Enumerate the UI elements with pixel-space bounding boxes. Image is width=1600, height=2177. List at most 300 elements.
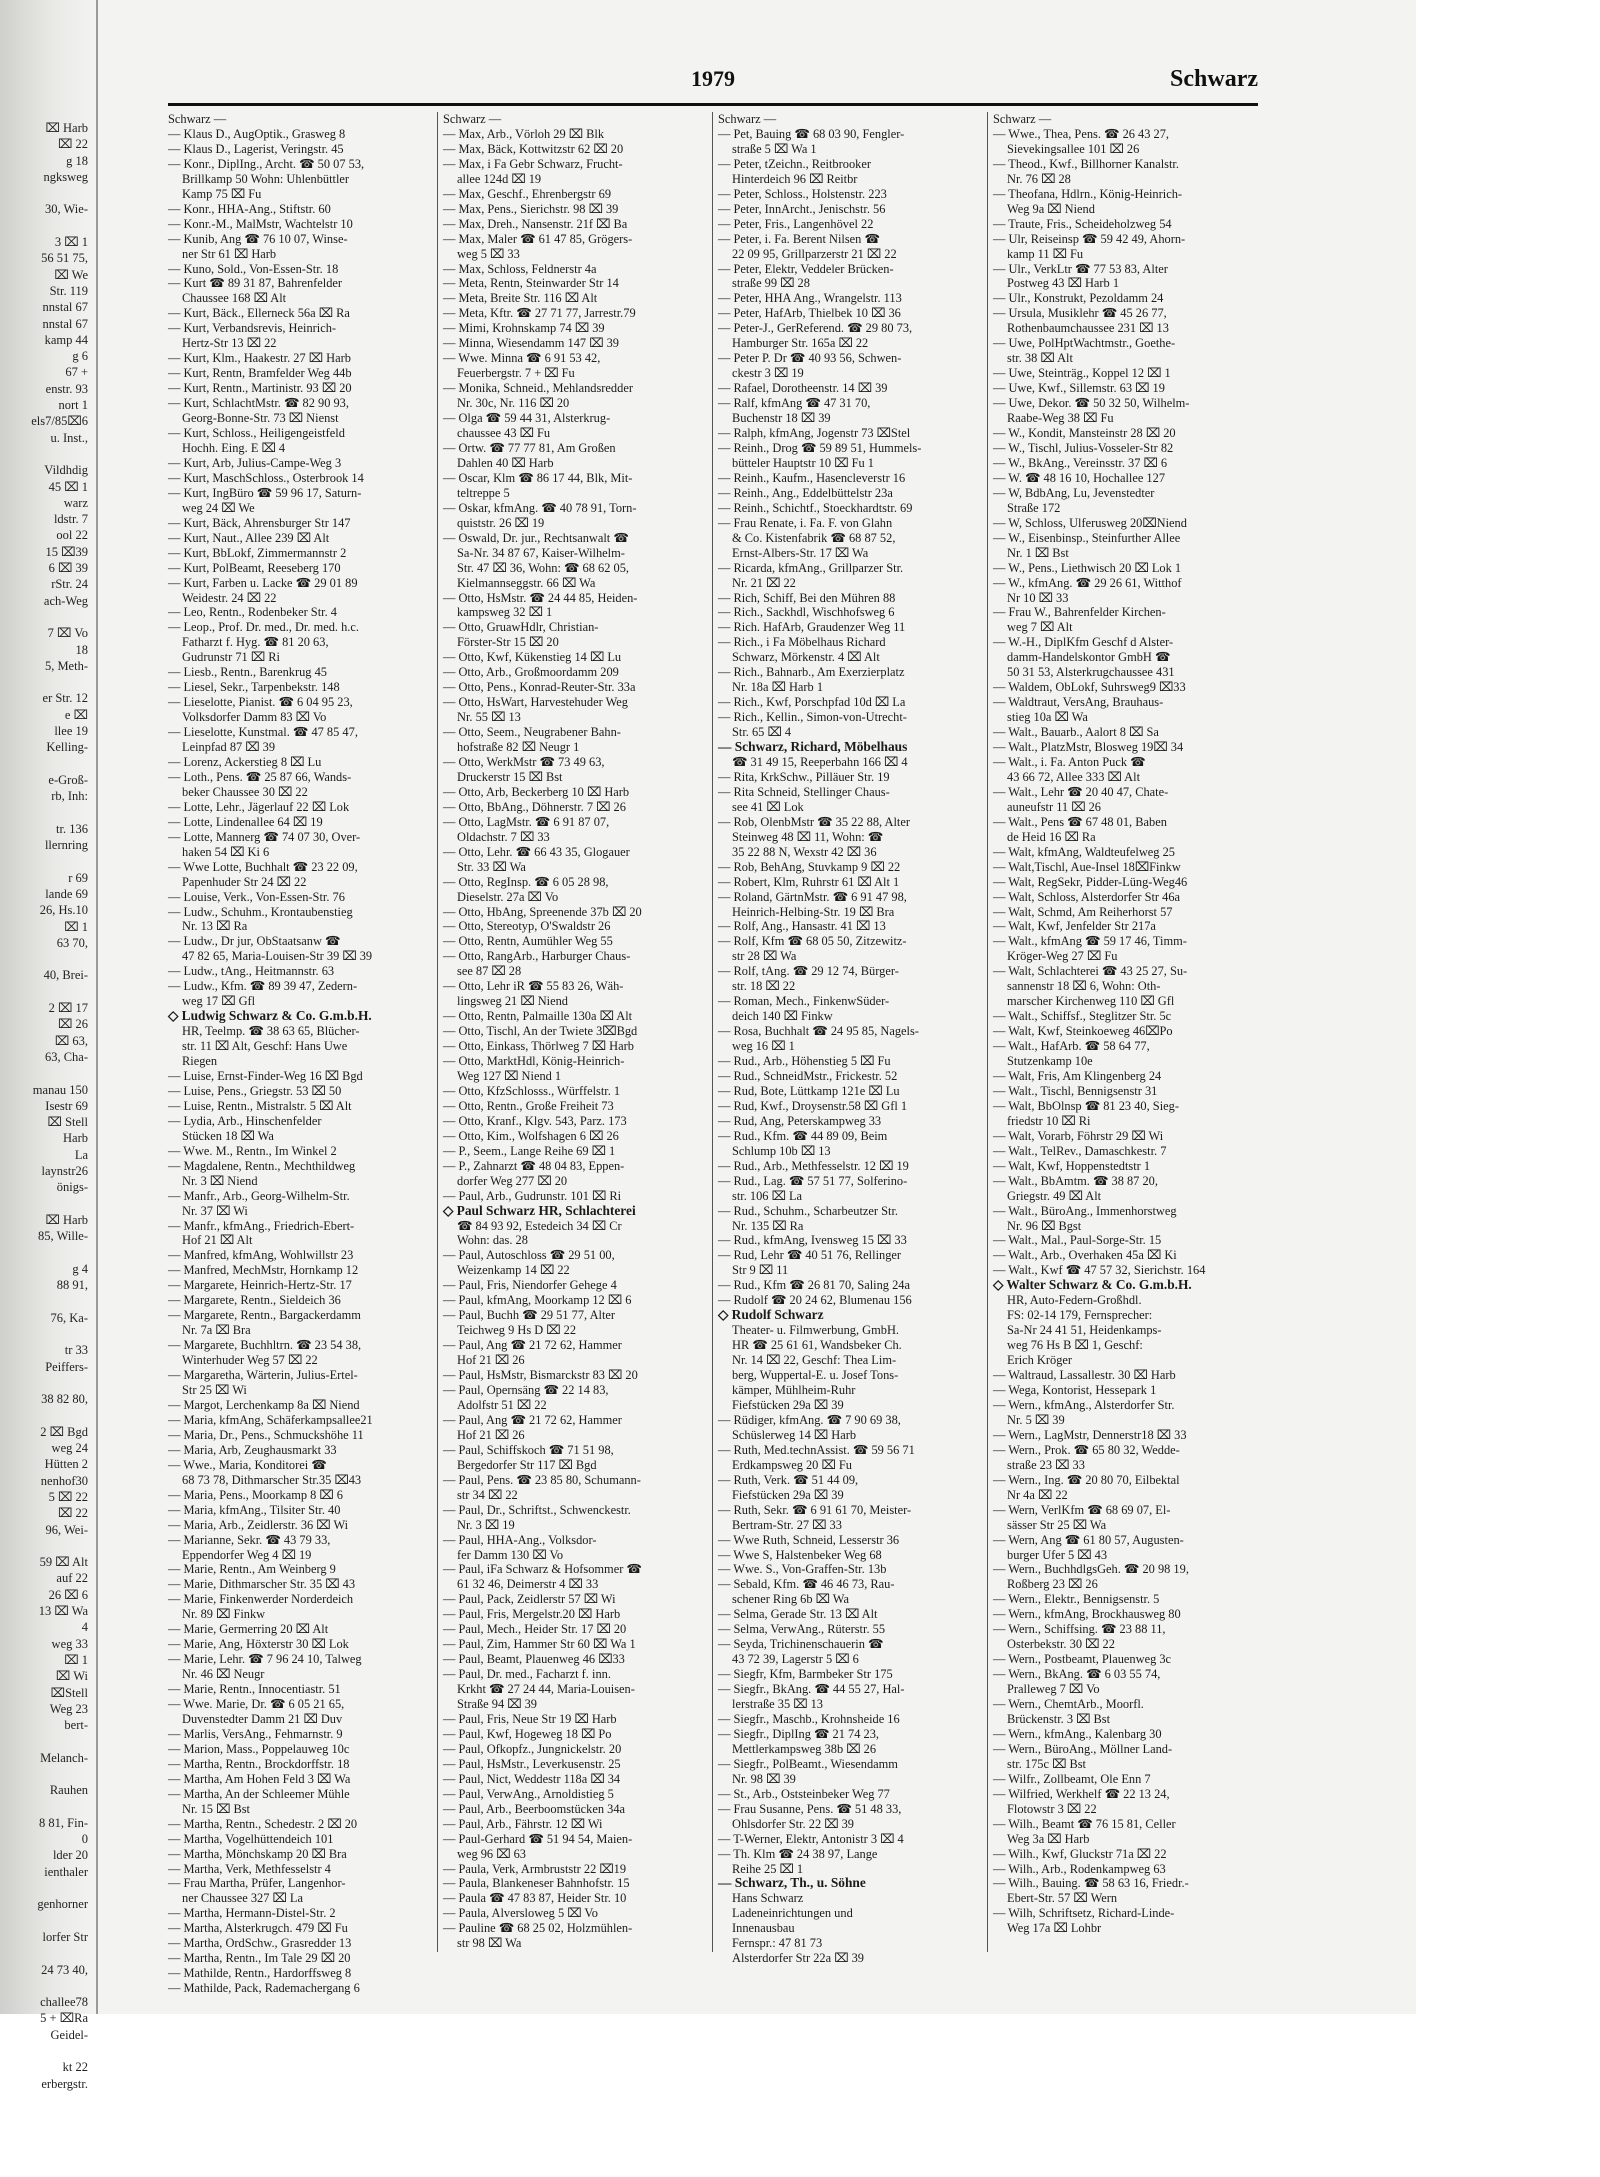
directory-entry-line: — Maria, kfmAng, Schäferkampsallee21 xyxy=(168,1412,373,1427)
directory-entry-line: — Margaretha, Wärterin, Julius-Ertel- xyxy=(168,1368,358,1383)
directory-entry-line: — Rafael, Dorotheenstr. 14 ⌧ 39 xyxy=(718,381,888,396)
directory-entry-line: — Siegfr., DiplIng ☎ 21 74 23, xyxy=(718,1726,880,1741)
directory-entry-line: Mettlerkampsweg 38b ⌧ 26 xyxy=(732,1741,877,1756)
directory-entry-line: Flotowstr 3 ⌧ 22 xyxy=(1007,1801,1097,1816)
directory-entry-line: Teichweg 9 Hs D ⌧ 22 xyxy=(457,1323,577,1338)
directory-entry-line: — Wwe., Thea, Pens. ☎ 26 43 27, xyxy=(993,126,1170,141)
directory-entry-line: — Kurt, SchlachtMstr. ☎ 82 90 93, xyxy=(168,396,349,411)
left-page-fragment-line: ⌧ 1 xyxy=(64,1652,88,1667)
directory-entry-line: — Max, i Fa Gebr Schwarz, Frucht- xyxy=(443,156,623,171)
left-page-fragment-line: rb, Inh: xyxy=(51,789,88,804)
directory-entry-line: — Rolf, Ang., Hansastr. 41 ⌧ 13 xyxy=(718,919,886,934)
directory-entry-line: — Kurt, Verbandsrevis, Heinrich- xyxy=(168,321,337,336)
left-page-fragment-line xyxy=(0,1978,92,1994)
left-page-fragment-line: laynstr26 xyxy=(41,1164,88,1178)
directory-entry-line: Nr. 15 ⌧ Bst xyxy=(182,1801,250,1816)
directory-entry-line: — Rüdiger, kfmAng. ☎ 7 90 69 38, xyxy=(718,1412,901,1427)
directory-entry-line: FS: 02-14 179, Fernsprecher: xyxy=(1007,1308,1153,1323)
directory-entry-line: — Roman, Mech., FinkenwSüder- xyxy=(718,994,890,1009)
directory-entry-line: — Marianne, Sekr. ☎ 43 79 33, xyxy=(168,1532,331,1547)
directory-entry-line: — W., BkAng., Vereinsstr. 37 ⌧ 6 xyxy=(993,455,1168,470)
left-page-fragment-line: 30, Wie- xyxy=(44,202,88,217)
directory-entry-line: Straße 94 ⌧ 39 xyxy=(457,1697,538,1712)
directory-entry-line: — Otto, KfzSchlosss., Würffelstr. 1 xyxy=(443,1083,621,1098)
directory-entry-line: Kielmannseggstr. 66 ⌧ Wa xyxy=(457,575,596,590)
left-page-fragment-line xyxy=(0,1913,92,1929)
left-page-fragment-line xyxy=(0,951,92,967)
directory-entry-line: HR, Auto-Federn-Großhdl. xyxy=(1007,1293,1142,1308)
directory-entry-line: — Paul, HsMstr., Leverkusenstr. 25 xyxy=(443,1756,621,1771)
directory-entry-line: — Kurt, Bäck., Ellerneck 56a ⌧ Ra xyxy=(168,306,350,321)
directory-entry-line: — Maria, Arb, Zeughausmarkt 33 xyxy=(168,1442,337,1457)
directory-entry-line: — Peter, HafArb, Thielbek 10 ⌧ 36 xyxy=(718,306,901,321)
left-page-fragment-line: g 18 xyxy=(66,153,88,168)
directory-entry-line: Dahlen 40 ⌧ Harb xyxy=(457,455,554,470)
directory-entry-line: berg, Wuppertal-E. u. Josef Tons- xyxy=(732,1368,899,1383)
directory-entry-line: Fiefstücken 29a ⌧ 39 xyxy=(732,1487,844,1502)
directory-entry-line: — Paul, Ang ☎ 21 72 62, Hammer xyxy=(443,1338,622,1353)
directory-entry-line: — Paul, Ofkopfz., Jungnickelstr. 20 xyxy=(443,1741,622,1756)
directory-column-2 xyxy=(443,112,705,1952)
column-heading: Schwarz — xyxy=(168,112,227,126)
directory-entry-line: — Martha, OrdSchw., Grasredder 13 xyxy=(168,1936,352,1951)
directory-entry-line: Bergedorfer Str 117 ⌧ Bgd xyxy=(457,1457,597,1472)
directory-entry-line: — Olga ☎ 59 44 31, Alsterkrug- xyxy=(443,411,611,426)
directory-entry-line: — Mimi, Krohnskamp 74 ⌧ 39 xyxy=(443,321,605,336)
directory-entry-line: 22 09 95, Grillparzerstr 21 ⌧ 22 xyxy=(732,246,897,261)
directory-entry-line: Erich Kröger xyxy=(1007,1353,1073,1368)
directory-entry-line: Duvenstedter Damm 21 ⌧ Duv xyxy=(182,1711,343,1726)
directory-entry-line: — Otto, Einkass, Thörlweg 7 ⌧ Harb xyxy=(443,1039,634,1054)
directory-entry-line: Krkht ☎ 27 24 44, Maria-Louisen- xyxy=(457,1682,635,1697)
directory-entry-line: — Margarete, Rentn., Bargackerdamm xyxy=(168,1308,361,1323)
left-page-fragment-line: 3 ⌧ 1 xyxy=(54,235,88,250)
directory-entry-line: — Klaus D., AugOptik., Grasweg 8 xyxy=(168,126,346,141)
directory-entry-line: — Uwe, Dekor. ☎ 50 32 50, Wilhelm- xyxy=(993,396,1190,411)
directory-entry-line: — Konr.-M., MalMstr, Wachtelstr 10 xyxy=(168,216,353,231)
directory-entry-line: — Kurt, Rentn., Martinistr. 93 ⌧ 20 xyxy=(168,381,352,396)
directory-entry-line: Nr. 5 ⌧ 39 xyxy=(1007,1412,1065,1427)
directory-entry-line: weg 76 Hs B ⌧ 1, Geschf: xyxy=(1007,1338,1143,1353)
directory-entry-line: — Paul, Arb., Beerboomstücken 34a xyxy=(443,1801,626,1816)
left-page-fragment-line: 88 91, xyxy=(56,1278,88,1293)
left-page-fragment-line xyxy=(0,1065,92,1081)
directory-entry-line: — Magdalene, Rentn., Mechthildweg xyxy=(168,1158,356,1173)
directory-entry-line: deich 140 ⌧ Finkw xyxy=(732,1009,833,1024)
directory-entry-line: — Marie, Ang, Höxterstr 30 ⌧ Lok xyxy=(168,1637,349,1652)
directory-entry-line: ◇ Walter Schwarz & Co. G.m.b.H. xyxy=(993,1277,1192,1293)
left-page-fragment-line xyxy=(0,984,92,1000)
directory-entry-line: — Ludw., Schuhm., Krontaubenstieg xyxy=(168,904,353,919)
directory-entry-line: — Paul, Fris, Neue Str 19 ⌧ Harb xyxy=(443,1711,617,1726)
directory-entry-line: — Wern., kfmAng, Brockhausweg 80 xyxy=(993,1607,1181,1622)
directory-entry-line: — Rud, Kwf., Droysenstr.58 ⌧ Gfl 1 xyxy=(718,1098,908,1113)
left-page-fragment-line: 59 ⌧ Alt xyxy=(39,1555,88,1570)
directory-entry-line: — Luise, Rentn., Mistralstr. 5 ⌧ Alt xyxy=(168,1098,352,1113)
directory-entry-line: — W, BdbAng, Lu, Jevenstedter xyxy=(993,485,1155,500)
left-page-fragment-line: Melanch- xyxy=(40,1750,88,1765)
directory-entry-line: Hochh. Eing. E ⌧ 4 xyxy=(182,440,286,455)
directory-entry-line: damm-Handelskontor GmbH ☎ xyxy=(1007,650,1171,665)
directory-entry-line: — Wwe. Marie, Dr. ☎ 6 05 21 65, xyxy=(168,1697,345,1712)
directory-entry-line: — Selma, Gerade Str. 13 ⌧ Alt xyxy=(718,1607,878,1622)
directory-entry-line: — Marie, Rentn., Am Weinberg 9 xyxy=(168,1562,336,1577)
directory-entry-line: — Walt., Tischl, Bennigsenstr 31 xyxy=(993,1083,1158,1098)
directory-entry-line: — Paul, kfmAng, Moorkamp 12 ⌧ 6 xyxy=(443,1293,632,1308)
directory-entry-line: Ernst-Albers-Str. 17 ⌧ Wa xyxy=(732,545,869,560)
left-page-fragment-line: ⌧ Stell xyxy=(47,1115,88,1130)
directory-entry-line: — Rich., Sackhdl, Wischhofsweg 6 xyxy=(718,605,895,620)
directory-entry-line: Ebert-Str. 57 ⌧ Wern xyxy=(1007,1891,1118,1906)
directory-entry-line: — Paul, Pack, Zeidlerstr 57 ⌧ Wi xyxy=(443,1592,616,1607)
directory-entry-line: marscher Kirchenweg 110 ⌧ Gfl xyxy=(1007,994,1175,1009)
directory-entry-line: Dieselstr. 27a ⌧ Vo xyxy=(457,889,559,904)
directory-entry-line: — Wern., Ing. ☎ 20 80 70, Eilbektal xyxy=(993,1472,1180,1487)
directory-entry-line: — Otto, Kwf, Kükenstieg 14 ⌧ Lu xyxy=(443,650,622,665)
directory-entry-line: — Otto, Kim., Wolfshagen 6 ⌧ 26 xyxy=(443,1128,619,1143)
directory-entry-line: — Paul, Autoschloss ☎ 29 51 00, xyxy=(443,1248,615,1263)
directory-entry-line: Nr. 30c, Nr. 116 ⌧ 20 xyxy=(457,396,570,411)
left-page-fragment-line: Vildhdig xyxy=(44,463,88,478)
left-page-fragment-line: 5 + ⌧Ra xyxy=(40,2011,88,2026)
directory-entry-line: Adolfstr 51 ⌧ 22 xyxy=(457,1397,547,1412)
directory-entry-line: Brillkamp 50 Wohn: Uhlenbüttler xyxy=(182,171,350,186)
directory-entry-line: — Peter P. Dr ☎ 40 93 56, Schwen- xyxy=(718,351,902,366)
directory-entry-line: — W, Schloss, Ulferusweg 20⌧Niend xyxy=(993,515,1187,530)
directory-entry-line: 68 73 78, Dithmarscher Str.35 ⌧43 xyxy=(182,1472,362,1487)
directory-entry-line: — Paul, Arb., Gudrunstr. 101 ⌧ Ri xyxy=(443,1188,622,1203)
directory-entry-line: — Meta, Breite Str. 116 ⌧ Alt xyxy=(443,291,598,306)
directory-entry-line: — Waldtraut, VersAng, Brauhaus- xyxy=(993,695,1164,710)
directory-entry-line: Nr. 14 ⌧ 22, Geschf: Thea Lim- xyxy=(732,1353,897,1368)
directory-entry-line: — Rich, Schiff, Bei den Mühren 88 xyxy=(718,590,896,605)
directory-column-4 xyxy=(993,112,1255,1952)
directory-entry-line: Reihe 25 ⌧ 1 xyxy=(732,1861,804,1876)
directory-entry-line: Nr. 37 ⌧ Wi xyxy=(182,1203,248,1218)
directory-entry-line: — Maria, Pens., Moorkamp 8 ⌧ 6 xyxy=(168,1487,343,1502)
left-page-fragment-line: e-Groß- xyxy=(48,772,88,787)
directory-entry-line: Buchenstr 18 ⌧ 39 xyxy=(732,411,831,426)
left-page-fragment-line: rStr. 24 xyxy=(51,577,88,592)
directory-entry-line: — Otto, RegInsp. ☎ 6 05 28 98, xyxy=(443,874,609,889)
directory-entry-line: str. 38 ⌧ Alt xyxy=(1007,351,1073,366)
left-page-fragment-line: 0 xyxy=(81,1832,88,1847)
directory-entry-line: see 41 ⌧ Lok xyxy=(732,799,804,814)
directory-entry-line: Eppendorfer Weg 4 ⌧ 19 xyxy=(182,1547,312,1562)
directory-entry-line: Hans Schwarz xyxy=(732,1891,804,1906)
directory-entry-line: Hof 21 ⌧ 26 xyxy=(457,1427,525,1442)
directory-entry-line: — Walt,Tischl, Aue-Insel 18⌧Finkw xyxy=(993,859,1181,874)
directory-entry-line: — Louise, Verk., Von-Essen-Str. 76 xyxy=(168,889,345,904)
directory-entry-line: — Pet, Bauing ☎ 68 03 90, Fengler- xyxy=(718,126,905,141)
directory-entry-line: — Reinh., Drog ☎ 59 89 51, Hummels- xyxy=(718,440,922,455)
directory-entry-line: — Wwe. M., Rentn., Im Winkel 2 xyxy=(168,1143,337,1158)
directory-entry-line: — Kurt, Rentn, Bramfelder Weg 44b xyxy=(168,366,352,381)
directory-entry-line: — Otto, Arb., Großmoordamm 209 xyxy=(443,665,619,680)
directory-entry-line: — Mathilde, Rentn., Hardorffsweg 8 xyxy=(168,1966,352,1981)
directory-entry-line: Nr. 96 ⌧ Bgst xyxy=(1007,1218,1082,1233)
directory-entry-line: — Rolf, Kfm ☎ 68 05 50, Zitzewitz- xyxy=(718,934,907,949)
directory-entry-line: weg 17 ⌧ Gfl xyxy=(182,994,256,1009)
directory-entry-line: bütteler Hauptstr 10 ⌧ Fu 1 xyxy=(732,455,874,470)
directory-entry-line: — Lotte, Mannerg ☎ 74 07 30, Over- xyxy=(168,829,361,844)
directory-entry-line: — Frau Martha, Prüfer, Langenhor- xyxy=(168,1876,346,1891)
directory-entry-line: — Paul, Fris, Mergelstr.20 ⌧ Harb xyxy=(443,1607,621,1622)
directory-entry-line: — Walt, kfmAng, Waldteufelweg 25 xyxy=(993,844,1175,859)
directory-entry-line: straße 5 ⌧ Wa 1 xyxy=(732,141,817,156)
directory-entry-line: — Wern., Postbeamt, Plauenweg 3c xyxy=(993,1652,1172,1667)
directory-entry-line: — Otto, WerkMstr ☎ 73 49 63, xyxy=(443,754,605,769)
directory-entry-line: — Uwe, Steinträg., Koppel 12 ⌧ 1 xyxy=(993,366,1171,381)
left-page-fragment-line xyxy=(0,185,92,201)
left-page-fragment-line: manau 150 xyxy=(32,1082,88,1097)
directory-entry-line: — Marie, Rentn., Innocentiastr. 51 xyxy=(168,1682,341,1697)
directory-entry-line: — Paul, Ang ☎ 21 72 62, Hammer xyxy=(443,1412,622,1427)
directory-entry-line: stieg 10a ⌧ Wa xyxy=(1007,710,1088,725)
directory-entry-line: — Frau W., Bahrenfelder Kirchen- xyxy=(993,605,1166,620)
directory-entry-line: — Paul, Dr., Schriftst., Schwenckestr. xyxy=(443,1502,631,1517)
directory-entry-line: — Leo, Rentn., Rodenbeker Str. 4 xyxy=(168,605,337,620)
directory-entry-line: — Max, Pens., Sierichstr. 98 ⌧ 39 xyxy=(443,201,619,216)
directory-entry-line: Erdkampsweg 20 ⌧ Fu xyxy=(732,1457,852,1472)
directory-entry-line: — Max, Geschf., Ehrenbergstr 69 xyxy=(443,186,612,201)
left-page-fragment-line: nnstal 67 xyxy=(42,316,88,331)
directory-entry-line: Riegen xyxy=(182,1054,218,1069)
left-page-fragment-line: u. Inst., xyxy=(50,430,88,445)
directory-entry-line: — Manfr., kfmAng., Friedrich-Ebert- xyxy=(168,1218,355,1233)
page-number: 1979 xyxy=(691,66,735,91)
directory-entry-line: — Otto, MarktHdl, König-Heinrich- xyxy=(443,1054,625,1069)
directory-entry-line: — Reinh., Ang., Eddelbüttelstr 23a xyxy=(718,485,893,500)
directory-entry-line: — Rita, KrkSchw., Pilläuer Str. 19 xyxy=(718,769,890,784)
directory-entry-line: — Frau Susanne, Pens. ☎ 51 48 33, xyxy=(718,1801,902,1816)
directory-entry-line: — Kurt, Arb, Julius-Campe-Weg 3 xyxy=(168,455,342,470)
directory-entry-line: — Martha, Am Hohen Feld 3 ⌧ Wa xyxy=(168,1771,351,1786)
directory-entry-line: Brückenstr. 3 ⌧ Bst xyxy=(1007,1711,1111,1726)
directory-entry-line: — Otto, RangArb., Harburger Chaus- xyxy=(443,949,631,964)
left-page-fragment-line: 85, Wille- xyxy=(38,1229,88,1244)
directory-entry-line: str. 175c ⌧ Bst xyxy=(1007,1756,1086,1771)
directory-entry-line: Nr. 135 ⌧ Ra xyxy=(732,1218,804,1233)
directory-entry-line: — Rudolf ☎ 20 24 62, Blumenau 156 xyxy=(718,1293,912,1308)
left-page-fragment-line: Hütten 2 xyxy=(44,1457,88,1472)
directory-entry-line: — Luise, Pens., Griegstr. 53 ⌧ 50 xyxy=(168,1083,342,1098)
directory-entry-line: — Paul, HHA-Ang., Volksdor- xyxy=(443,1532,597,1547)
directory-entry-line: — Walt, Vorarb, Föhrstr 29 ⌧ Wi xyxy=(993,1128,1164,1143)
directory-entry-line: — Walt., Lehr ☎ 20 40 47, Chate- xyxy=(993,784,1169,799)
left-page-fragment-line: llee 19 xyxy=(54,723,88,738)
directory-entry-line: Theater- u. Filmwerbung, GmbH. xyxy=(732,1323,899,1338)
directory-entry-line: Weg 3a ⌧ Harb xyxy=(1007,1831,1090,1846)
directory-entry-line: — Paul, Pens. ☎ 23 85 80, Schumann- xyxy=(443,1472,641,1487)
left-page-fragment-line: 24 73 40, xyxy=(41,1962,88,1977)
directory-entry-line: Nr. 76 ⌧ 28 xyxy=(1007,171,1071,186)
directory-entry-line: ◇ Rudolf Schwarz xyxy=(718,1307,824,1323)
directory-entry-line: beker Chaussee 30 ⌧ 22 xyxy=(182,784,308,799)
directory-entry-line: — Walt., BbAmtm. ☎ 38 87 20, xyxy=(993,1173,1158,1188)
directory-entry-line: lingsweg 21 ⌧ Niend xyxy=(457,994,568,1009)
directory-entry-line: — Ludw., Kfm. ☎ 89 39 47, Zedern- xyxy=(168,979,358,994)
left-page-fragment-line: ool 22 xyxy=(56,528,88,543)
left-page-fragment-line xyxy=(0,853,92,869)
left-page-fragment-line: warz xyxy=(63,495,88,510)
directory-entry-line: ckestr 3 ⌧ 19 xyxy=(732,366,804,381)
left-page-fragment-line: g 6 xyxy=(72,349,88,364)
directory-entry-line: — W. ☎ 48 16 10, Hochallee 127 xyxy=(993,470,1166,485)
directory-entry-line: ☎ 31 49 15, Reeperbahn 166 ⌧ 4 xyxy=(732,754,908,769)
left-page-fragment-line: 5, Meth- xyxy=(44,658,88,673)
directory-entry-line: — Walt, Schloss, Alsterdorfer Str 46a xyxy=(993,889,1181,904)
directory-entry-line: — Rosa, Buchhalt ☎ 24 95 85, Nagels- xyxy=(718,1024,919,1039)
directory-entry-line: — Otto, Rentn, Palmaille 130a ⌧ Alt xyxy=(443,1009,633,1024)
left-page-fragment-line xyxy=(0,1244,92,1260)
left-page-fragment-line: Geidel- xyxy=(50,2027,88,2042)
directory-entry-line: — W., Tischl, Julius-Vosseler-Str 82 xyxy=(993,440,1174,455)
left-page-fragment-line xyxy=(0,1945,92,1961)
left-page-fragment-line: ⌧ Wi xyxy=(55,1669,88,1684)
directory-entry-line: Hinterdeich 96 ⌧ Reitbr xyxy=(732,171,858,186)
directory-entry-line: — Wern., BüroAng., Möllner Land- xyxy=(993,1741,1173,1756)
directory-entry-line: — Marlis, VersAng., Fehmarnstr. 9 xyxy=(168,1726,343,1741)
directory-entry-line: — P., Zahnarzt ☎ 48 04 83, Eppen- xyxy=(443,1158,625,1173)
directory-entry-line: Wohn: das. 28 xyxy=(457,1233,528,1248)
directory-entry-line: ☎ 84 93 92, Estedeich 34 ⌧ Cr xyxy=(457,1218,622,1233)
directory-entry-line: schener Ring 6b ⌧ Wa xyxy=(732,1592,849,1607)
directory-entry-line: weg 96 ⌧ 63 xyxy=(457,1846,526,1861)
directory-entry-line: — Paul, VerwAng., Arnoldistieg 5 xyxy=(443,1786,614,1801)
directory-entry-line: auneufstr 11 ⌧ 26 xyxy=(1007,799,1101,814)
directory-entry-line: teltreppe 5 xyxy=(457,485,510,500)
directory-entry-line: — Paul, Opernsäng ☎ 22 14 83, xyxy=(443,1383,609,1398)
directory-entry-line: — Wilh., Arb., Rodenkampweg 63 xyxy=(993,1861,1166,1876)
directory-entry-line: — Wern., LagMstr, Dennerstr18 ⌧ 33 xyxy=(993,1427,1187,1442)
directory-entry-line: — Walt., Arb., Overhaken 45a ⌧ Ki xyxy=(993,1248,1177,1263)
directory-entry-line: — Marie, Lehr. ☎ 7 96 24 10, Talweg xyxy=(168,1652,362,1667)
directory-entry-line: — Liesel, Sekr., Tarpenbekstr. 148 xyxy=(168,680,340,695)
directory-entry-line: — Martha, Verk, Methfesselstr 4 xyxy=(168,1861,331,1876)
directory-entry-line: Alsterdorfer Str 22a ⌧ 39 xyxy=(732,1951,864,1966)
directory-entry-line: Ladeneinrichtungen und xyxy=(732,1906,853,1921)
left-page-fragment-line xyxy=(0,1733,92,1749)
directory-entry-line: Leinpfad 87 ⌧ 39 xyxy=(182,740,276,755)
directory-entry-line: — Leop., Prof. Dr. med., Dr. med. h.c. xyxy=(168,620,359,635)
directory-entry-line: ner Chaussee 327 ⌧ La xyxy=(182,1891,303,1906)
directory-entry-line: — Otto, HsWart, Harvestehuder Weg xyxy=(443,695,628,710)
directory-entry-line: — Wwe Lotte, Buchhalt ☎ 23 22 09, xyxy=(168,859,358,874)
directory-entry-line: Str 25 ⌧ Wi xyxy=(182,1383,247,1398)
directory-entry-line: — Kurt, PolBeamt, Reeseberg 170 xyxy=(168,560,341,575)
left-page-fragment-line: 63 70, xyxy=(56,935,88,950)
directory-entry-line: Chaussee 168 ⌧ Alt xyxy=(182,291,287,306)
directory-entry-line: — Lieselotte, Kunstmal. ☎ 47 85 47, xyxy=(168,725,358,740)
left-page-fragment-line: auf 22 xyxy=(56,1571,88,1586)
left-page-fragment-line: ach-Weg xyxy=(43,593,88,608)
directory-entry-line: — Wern., Prok. ☎ 65 80 32, Wedde- xyxy=(993,1442,1180,1457)
directory-entry-line: — Margarete, Heinrich-Hertz-Str. 17 xyxy=(168,1278,352,1293)
directory-entry-line: Str 9 ⌧ 11 xyxy=(732,1263,789,1278)
directory-entry-line: Nr. 89 ⌧ Finkw xyxy=(182,1607,266,1622)
left-page-fragment-line xyxy=(0,1799,92,1815)
directory-entry-line: chaussee 43 ⌧ Fu xyxy=(457,426,551,441)
directory-entry-line: — Walt., i. Fa. Anton Puck ☎ xyxy=(993,754,1146,769)
directory-entry-line: — Lotte, Lehr., Jägerlauf 22 ⌧ Lok xyxy=(168,799,350,814)
directory-entry-line: Str. 47 ⌧ 36, Wohn: ☎ 68 62 05, xyxy=(457,560,630,575)
left-page-fragment-line: 40, Brei- xyxy=(43,968,88,983)
directory-entry-line: — Peter, tZeichn., Reitbrooker xyxy=(718,156,871,171)
directory-entry-line: — Paul, Kwf, Hogeweg 18 ⌧ Po xyxy=(443,1726,612,1741)
directory-entry-line: — Wwe Ruth, Schneid, Lesserstr 36 xyxy=(718,1532,900,1547)
directory-entry-line: — Paul, Dr. med., Facharzt f. inn. xyxy=(443,1667,611,1682)
directory-entry-line: hofstraße 82 ⌧ Neugr 1 xyxy=(457,740,580,755)
directory-entry-line: HR ☎ 25 61 61, Wandsbeker Ch. xyxy=(732,1338,902,1353)
directory-entry-line: — Walt., PlatzMstr, Blosweg 19⌧ 34 xyxy=(993,740,1184,755)
directory-entry-line: see 87 ⌧ 28 xyxy=(457,964,522,979)
directory-entry-line: — Walt, BbOlnsp ☎ 81 23 40, Sieg- xyxy=(993,1098,1179,1113)
directory-entry-line: — Ricarda, kfmAng., Grillparzer Str. xyxy=(718,560,904,575)
directory-entry-line: — P., Seem., Lange Reihe 69 ⌧ 1 xyxy=(443,1143,616,1158)
directory-entry-line: — Roland, GärtnMstr. ☎ 6 91 47 98, xyxy=(718,889,907,904)
left-page-fragment-line: ⌧ Harb xyxy=(45,121,88,135)
directory-entry-line: Osterbekstr. 30 ⌧ 22 xyxy=(1007,1637,1115,1652)
directory-entry-line: — Wwe., Maria, Konditorei ☎ xyxy=(168,1457,327,1472)
directory-entry-line: — Luise, Ernst-Finder-Weg 16 ⌧ Bgd xyxy=(168,1069,363,1083)
left-page-fragment-line: Harb xyxy=(63,1131,88,1146)
directory-entry-line: — Walt., Mal., Paul-Sorge-Str. 15 xyxy=(993,1233,1162,1248)
directory-entry-line: — Lydia, Arb., Hinschenfelder xyxy=(168,1113,322,1128)
directory-entry-line: — Kurt, IngBüro ☎ 59 96 17, Saturn- xyxy=(168,485,362,500)
directory-entry-line: — Wern., Schiffsing. ☎ 23 88 11, xyxy=(993,1622,1166,1637)
directory-entry-line: weg 7 ⌧ Alt xyxy=(1007,620,1073,635)
directory-entry-line: — Paul, Nict, Weddestr 118a ⌧ 34 xyxy=(443,1771,621,1786)
directory-entry-line: — Maria, Arb., Zeidlerstr. 36 ⌧ Wi xyxy=(168,1517,349,1532)
directory-entry-line: Georg-Bonne-Str. 73 ⌧ Nienst xyxy=(182,411,339,426)
directory-entry-line: — Maria, kfmAng., Tilsiter Str. 40 xyxy=(168,1502,341,1517)
directory-entry-line: — Otto, Pens., Konrad-Reuter-Str. 33a xyxy=(443,680,636,695)
directory-entry-line: — Reinh., Schichtf., Stoeckhardtstr. 69 xyxy=(718,500,913,515)
left-page-fragment-line: 38 82 80, xyxy=(41,1392,88,1407)
header-rule xyxy=(168,103,1258,106)
directory-entry-line: — Martha, Mönchskamp 20 ⌧ Bra xyxy=(168,1846,347,1861)
directory-entry-line: Nr. 55 ⌧ 13 xyxy=(457,710,521,725)
directory-entry-line: — Lieselotte, Pianist. ☎ 6 04 95 23, xyxy=(168,695,353,710)
left-page-fragment-line: er Str. 12 xyxy=(42,691,88,706)
directory-entry-line: Kröger-Weg 27 ⌧ Fu xyxy=(1007,949,1118,964)
directory-entry-line: — Margarete, Rentn., Sieldeich 36 xyxy=(168,1293,341,1308)
directory-entry-line: Straße 172 xyxy=(1007,500,1061,515)
directory-entry-line: friedstr 10 ⌧ Ri xyxy=(1007,1113,1091,1128)
directory-entry-line: — Peter, InnArcht., Jenischstr. 56 xyxy=(718,201,886,216)
left-page-fragment-line: ⌧Stell xyxy=(50,1685,88,1700)
directory-entry-line: — Ludw., Dr jur, ObStaatsanw ☎ xyxy=(168,934,341,949)
left-page-fragment-line: ienthaler xyxy=(44,1864,88,1879)
left-page-fragment-line: ⌧ Harb xyxy=(45,1212,88,1227)
directory-entry-line: — Rud., Arb., Höhenstieg 5 ⌧ Fu xyxy=(718,1054,891,1069)
directory-entry-line: — Kurt, Klm., Haakestr. 27 ⌧ Harb xyxy=(168,351,351,366)
directory-entry-line: — Rud., kfmAng, Ivensweg 15 ⌧ 33 xyxy=(718,1233,907,1248)
directory-column-1 xyxy=(168,112,430,1996)
directory-entry-line: — Paul, Mech., Heider Str. 17 ⌧ 20 xyxy=(443,1622,627,1637)
directory-entry-line: — Paul, Arb., Fährstr. 12 ⌧ Wi xyxy=(443,1816,603,1831)
directory-entry-line: — Otto, GruawHdlr, Christian- xyxy=(443,620,599,635)
directory-entry-line: — Otto, HsMstr. ☎ 24 44 85, Heiden- xyxy=(443,590,638,605)
directory-entry-line: — Siegfr., BkAng. ☎ 44 55 27, Hal- xyxy=(718,1682,905,1697)
directory-entry-line: Rothenbaumchaussee 231 ⌧ 13 xyxy=(1007,321,1169,336)
left-page-fragment-line: ⌧ 26 xyxy=(57,1017,88,1032)
directory-entry-line: — Max, Bäck, Kottwitzstr 62 ⌧ 20 xyxy=(443,141,624,156)
directory-entry-line: ◇ Paul Schwarz HR, Schlachterei xyxy=(443,1202,636,1218)
directory-entry-line: — Ralph, kfmAng, Jogenstr 73 ⌧Stel xyxy=(718,426,911,441)
left-page-edge xyxy=(96,0,98,2014)
